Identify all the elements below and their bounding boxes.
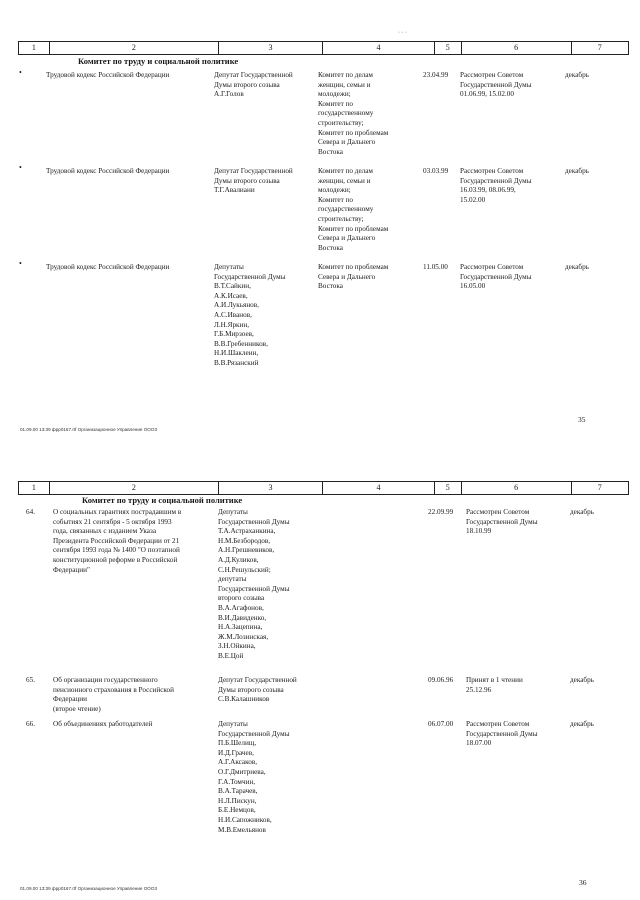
column-header: 6 bbox=[462, 42, 572, 54]
row-marker: • bbox=[19, 259, 22, 268]
column-header: 5 bbox=[435, 42, 462, 54]
bill-title: Трудовой кодекс Российской Федерации bbox=[46, 167, 170, 175]
planned-month: декабрь bbox=[570, 508, 594, 516]
column-header: 6 bbox=[462, 482, 572, 494]
page-footer: 01.09.00 13:39 фрр0167.rtf Организационное Управление ООО3 bbox=[20, 886, 157, 891]
column-header: 7 bbox=[597, 483, 602, 492]
row-number: 66. bbox=[26, 720, 35, 728]
bill-status: Рассмотрен Советом Государственной Думы 18.10.99 bbox=[466, 508, 538, 536]
column-header: 5 bbox=[435, 482, 462, 494]
column-header: 3 bbox=[219, 42, 323, 54]
bill-title: Об объединениях работодателей bbox=[53, 720, 153, 728]
row-number: 64. bbox=[26, 508, 35, 516]
planned-month: декабрь bbox=[570, 720, 594, 728]
column-header-row bbox=[18, 481, 629, 495]
column-header: 4 bbox=[323, 482, 435, 494]
bill-author: Депутаты Государственной Думы В.Т.Сайкин, А.К.Исаев, А.И.Лукьянов, А.С.Иванов, Л.Н.Яркин, Г.Б.Мирзоев, В.В.Гребенников, Н.И.Шаклеин, В.В.Рязанский bbox=[214, 263, 286, 367]
row-marker: • bbox=[19, 68, 22, 77]
submission-date: 09.06.96 bbox=[428, 676, 454, 684]
responsible-committee: Комитет по проблемам Севера и Дальнего Востока bbox=[318, 263, 389, 291]
column-header-row bbox=[18, 41, 629, 55]
planned-month: декабрь bbox=[565, 167, 589, 175]
bill-status: Принят в 1 чтении 25.12.96 bbox=[466, 676, 523, 694]
page-number: 35 bbox=[578, 415, 586, 424]
scan-marks: · · · bbox=[398, 30, 407, 36]
submission-date: 06.07.00 bbox=[428, 720, 454, 728]
bill-title: Об организации государственного пенсионного страхования в Российской Федерации (второе чтение) bbox=[53, 676, 174, 713]
submission-date: 22.09.99 bbox=[428, 508, 454, 516]
planned-month: декабрь bbox=[570, 676, 594, 684]
bill-status: Рассмотрен Советом Государственной Думы 16.03.99, 08.06.99, 15.02.00 bbox=[460, 167, 532, 204]
column-header: 1 bbox=[19, 482, 50, 494]
column-header: 1 bbox=[19, 42, 50, 54]
bill-status: Рассмотрен Советом Государственной Думы 16.05.00 bbox=[460, 263, 532, 291]
row-marker: • bbox=[19, 163, 22, 172]
committee-heading: Комитет по труду и социальной политике bbox=[78, 56, 239, 66]
document-page-2 bbox=[0, 450, 640, 900]
column-header: 7 bbox=[597, 43, 602, 52]
bill-author: Депутат Государственной Думы второго созыва Т.Г.Авалиани bbox=[214, 167, 293, 195]
bill-title: Трудовой кодекс Российской Федерации bbox=[46, 263, 170, 271]
planned-month: декабрь bbox=[565, 71, 589, 79]
submission-date: 03.03.99 bbox=[423, 167, 449, 175]
column-header: 2 bbox=[50, 482, 219, 494]
bill-author: Депутат Государственной Думы второго созыва А.Г.Голов bbox=[214, 71, 293, 99]
submission-date: 23.04.99 bbox=[423, 71, 449, 79]
bill-title: О социальных гарантиях пострадавшим в событиях 21 сентября - 5 октября 1993 года, связанных с изданием Указа Президента Российской Федерации от 21 сентября 1993 года № 1400 "О поэтапной конституционной реформе в Российской Федерации" bbox=[53, 508, 182, 574]
bill-status: Рассмотрен Советом Государственной Думы 01.06.99, 15.02.00 bbox=[460, 71, 532, 99]
planned-month: декабрь bbox=[565, 263, 589, 271]
responsible-committee: Комитет по делам женщин, семьи и молодежи; Комитет по государственному строительству; Комитет по проблемам Севера и Дальнего Востока bbox=[318, 71, 389, 156]
column-header: 2 bbox=[50, 42, 219, 54]
submission-date: 11.05.00 bbox=[423, 263, 448, 271]
bill-title: Трудовой кодекс Российской Федерации bbox=[46, 71, 170, 79]
committee-heading: Комитет по труду и социальной политике bbox=[82, 495, 243, 505]
column-header: 3 bbox=[219, 482, 323, 494]
responsible-committee: Комитет по делам женщин, семьи и молодежи; Комитет по государственному строительству; Комитет по проблемам Севера и Дальнего Востока bbox=[318, 167, 389, 252]
bill-author: Депутаты Государственной Думы Т.А.Астраханкина, Н.М.Безбородов, А.Н.Грешневиков, А.Д.Куликов, С.Н.Решульский; депутаты Государственной Думы второго созыва В.А.Агафонов, В.И.Давиденко, Н.А.Зацепина, Ж.М.Лозинская, З.Н.Ойкина, В.Е.Цой bbox=[218, 508, 290, 660]
bill-author: Депутат Государственной Думы второго созыва С.В.Калашников bbox=[218, 676, 297, 704]
page-footer: 01.09.00 13:39 фрр0167.rtf Организационное Управление ООО3 bbox=[20, 427, 157, 432]
column-header: 4 bbox=[323, 42, 435, 54]
page-number: 36 bbox=[579, 878, 587, 887]
bill-status: Рассмотрен Советом Государственной Думы 18.07.00 bbox=[466, 720, 538, 748]
row-number: 65. bbox=[26, 676, 35, 684]
bill-author: Депутаты Государственной Думы П.Б.Шелищ, И.Д.Грачев, А.Г.Аксаков, О.Г.Дмитриева, Г.А.Томчин, В.А.Тарачев, Н.Л.Пискун, Б.Е.Немцов, Н.И.Сапожников, М.В.Емельянов bbox=[218, 720, 290, 834]
